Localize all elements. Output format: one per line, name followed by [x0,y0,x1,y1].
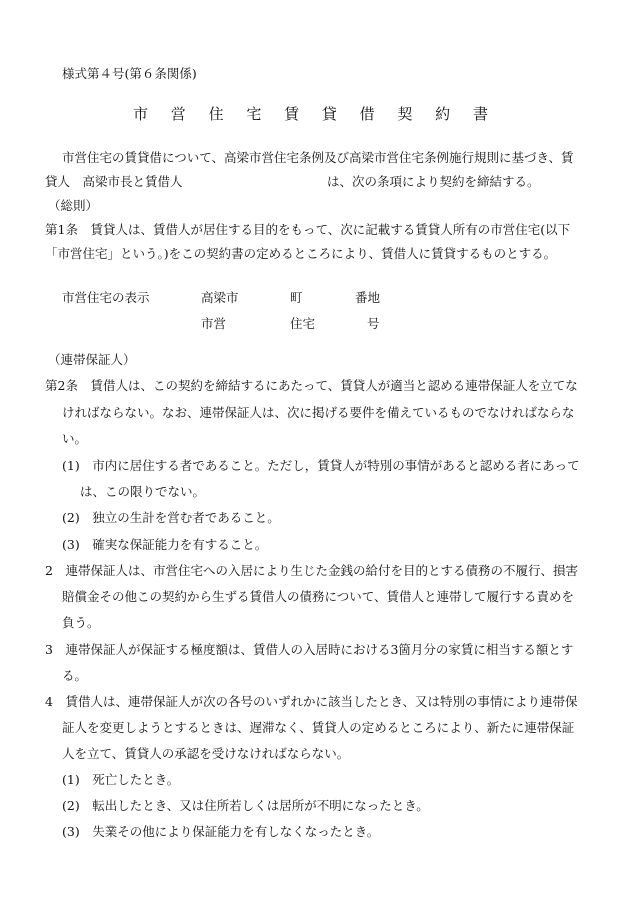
article-1-line-1: 第1条 賃貸人は、賃借人が居住する目的をもって、次に記載する賃貸人所有の市営住宅(以下 [45,222,571,237]
form-label: 様式第４号(第６条関係) [62,66,197,81]
requirement-1-line-1: (1) 市内に居住する者であること。ただし，賃貸人が特別の事情があると認める者にあって [62,458,580,473]
article-2-line-3: い。 [62,431,88,446]
requirement-1-line-2: は、この限りでない。 [80,484,206,499]
paragraph-4-line-1: 4 賃借人は、連帯保証人が次の各号のいずれかに該当したとき、又は特別の事情により連帯保 [45,694,578,709]
requirement-2: (2) 独立の生計を営む者であること。 [62,510,280,525]
section-heading-general: （総則） [48,198,99,213]
paragraph-2-line-2: 賠償金その他この契約から生ずる賃借人の債務について、賃借人と連帯して履行する責めを [62,589,575,604]
intro-line-1: 市営住宅の賃貸借について、高梁市営住宅条例及び高梁市営住宅条例施行規則に基づき、賃 [62,150,574,165]
display-type: 市営 [201,316,227,331]
article-2-line-2: ければならない。なお、連帯保証人は、次に掲げる要件を備えているものでなければならな [62,405,575,420]
article-2-line-1: 第2条 賃借人は、この契約を締結するにあたって、賃貸人が適当と認める連帯保証人を立てな [45,378,578,393]
condition-1: (1) 死亡したとき。 [62,772,180,787]
display-house: 住宅 [290,316,316,331]
display-city: 高梁市 [201,290,239,305]
display-town: 町 [290,290,303,305]
condition-2: (2) 転出したとき、又は住所若しくは居所が不明になったとき。 [62,798,429,813]
condition-3: (3) 失業その他により保証能力を有しなくなったとき。 [62,824,380,839]
intro-lessor: 貸人 高梁市長と賃借人 [45,174,183,189]
section-heading-guarantor: （連帯保証人） [48,352,136,367]
paragraph-3-line-1: 3 連帯保証人が保証する極度額は、賃借人の入居時における3箇月分の家賃に相当する額とす [45,642,574,657]
paragraph-2-line-1: 2 連帯保証人は、市営住宅への入居により生じた金銭の給付を目的とする債務の不履行、損害 [45,563,578,578]
display-lot: 番地 [355,290,381,305]
intro-tail: は、次の条項により契約を締結する。 [327,174,540,189]
display-label: 市営住宅の表示 [62,290,150,305]
requirement-3: (3) 確実な保証能力を有すること。 [62,537,268,552]
paragraph-4-line-2: 証人を変更しようとするときは、遅滞なく、賃貸人の定めるところにより、新たに連帯保証 [62,720,575,735]
paragraph-2-line-3: 負う。 [62,615,100,630]
article-1-line-2: 「市営住宅」という。)をこの契約書の定めるところにより、賃借人に賃貸するものとする。 [45,246,557,261]
display-number: 号 [367,316,380,331]
document-title: 市 営 住 宅 賃 貸 借 契 約 書 [133,105,497,123]
paragraph-3-line-2: る。 [62,668,88,683]
paragraph-4-line-3: 人を立て、賃貸人の承認を受けなければならない。 [62,746,350,761]
